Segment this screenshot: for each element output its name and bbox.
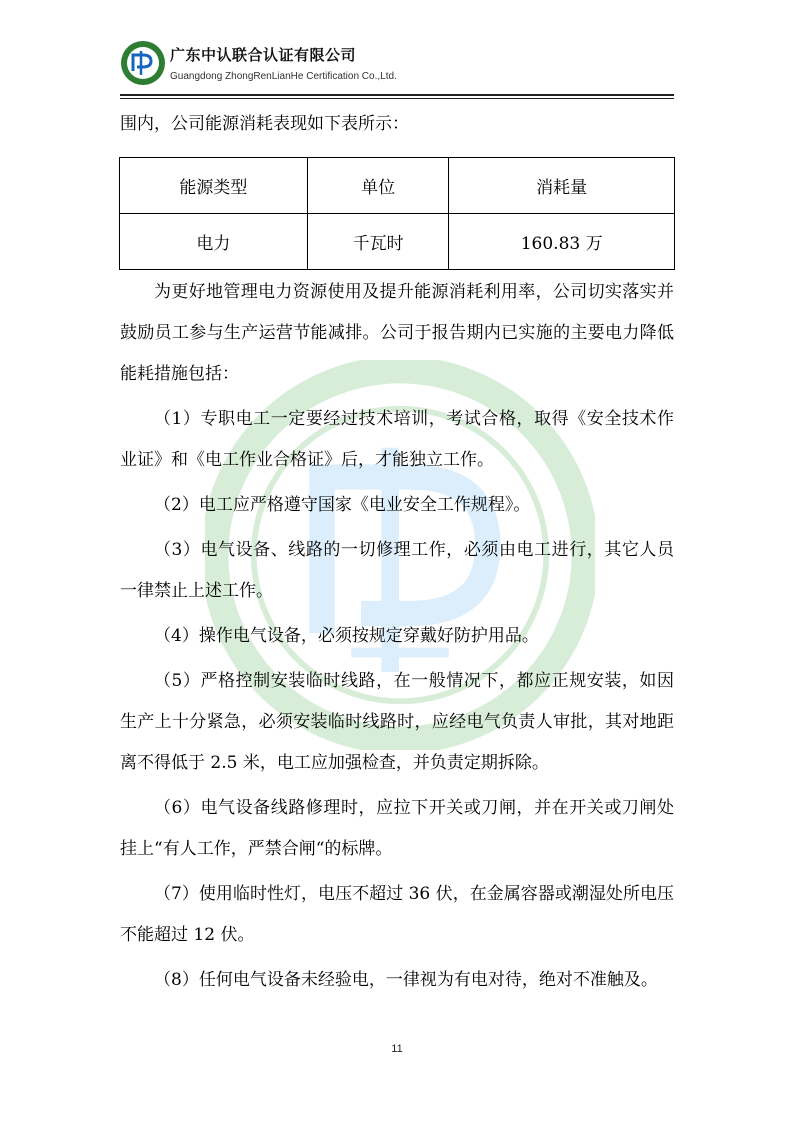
paragraph-item-2: （2）电工应严格遵守国家《电业安全工作规程》。 [154, 495, 531, 515]
paragraph-measures-intro: 为更好地管理电力资源使用及提升能源消耗利用率，公司切实落实并鼓励员工参与生产运营节能减排。公司于报告期内已实施的主要电力降低能耗措施包括： [120, 282, 674, 384]
intro-text: 围内，公司能源消耗表现如下表所示： [120, 114, 409, 134]
table-row [120, 214, 675, 270]
page-number: 11 [391, 1043, 403, 1055]
table-header-cell: 单位 [307, 158, 449, 214]
table-header-row [120, 158, 675, 214]
paragraph-item-4: （4）操作电气设备，必须按规定穿戴好防护用品。 [154, 626, 539, 646]
paragraph-item-3: （3）电气设备、线路的一切修理工作，必须由电工进行，其它人员一律禁止上述工作。 [120, 540, 674, 601]
paragraph-item-1: （1）专职电工一定要经过技术培训，考试合格，取得《安全技术作业证》和《电工作业合格证》后，才能独立工作。 [120, 409, 674, 470]
company-logo-icon [120, 40, 166, 86]
page-header [120, 40, 674, 96]
energy-consumption-table [119, 157, 675, 270]
paragraph-item-8: （8）任何电气设备未经验电，一律视为有电对待，绝对不准触及。 [154, 970, 658, 990]
table-header-cell: 能源类型 [120, 158, 308, 214]
table-cell: 160.83 万 [449, 214, 675, 270]
table-cell: 电力 [120, 214, 308, 270]
table-cell: 千瓦时 [307, 214, 449, 270]
company-name-cn: 广东中认联合认证有限公司 [170, 46, 357, 64]
header-rule-thin [120, 98, 674, 99]
paragraph-item-7: （7）使用临时性灯，电压不超过 36 伏，在金属容器或潮湿处所电压不能超过 12 伏。 [120, 884, 674, 945]
company-name-en: Guangdong ZhongRenLianHe Certification Co.,Ltd. [170, 71, 397, 82]
header-rule [120, 94, 674, 96]
page-content [120, 104, 674, 1001]
paragraph-item-6: （6）电气设备线路修理时，应拉下开关或刀闸，并在开关或刀闸处挂上“有人工作，严禁合闸“的标牌。 [120, 798, 674, 859]
table-header-cell: 消耗量 [449, 158, 675, 214]
paragraph-item-5: （5）严格控制安装临时线路，在一般情况下，都应正规安装，如因生产上十分紧急，必须安装临时线路时，应经电气负责人审批，其对地距离不得低于 2.5 米，电工应加强检查，并负责定期拆除。 [120, 671, 674, 773]
